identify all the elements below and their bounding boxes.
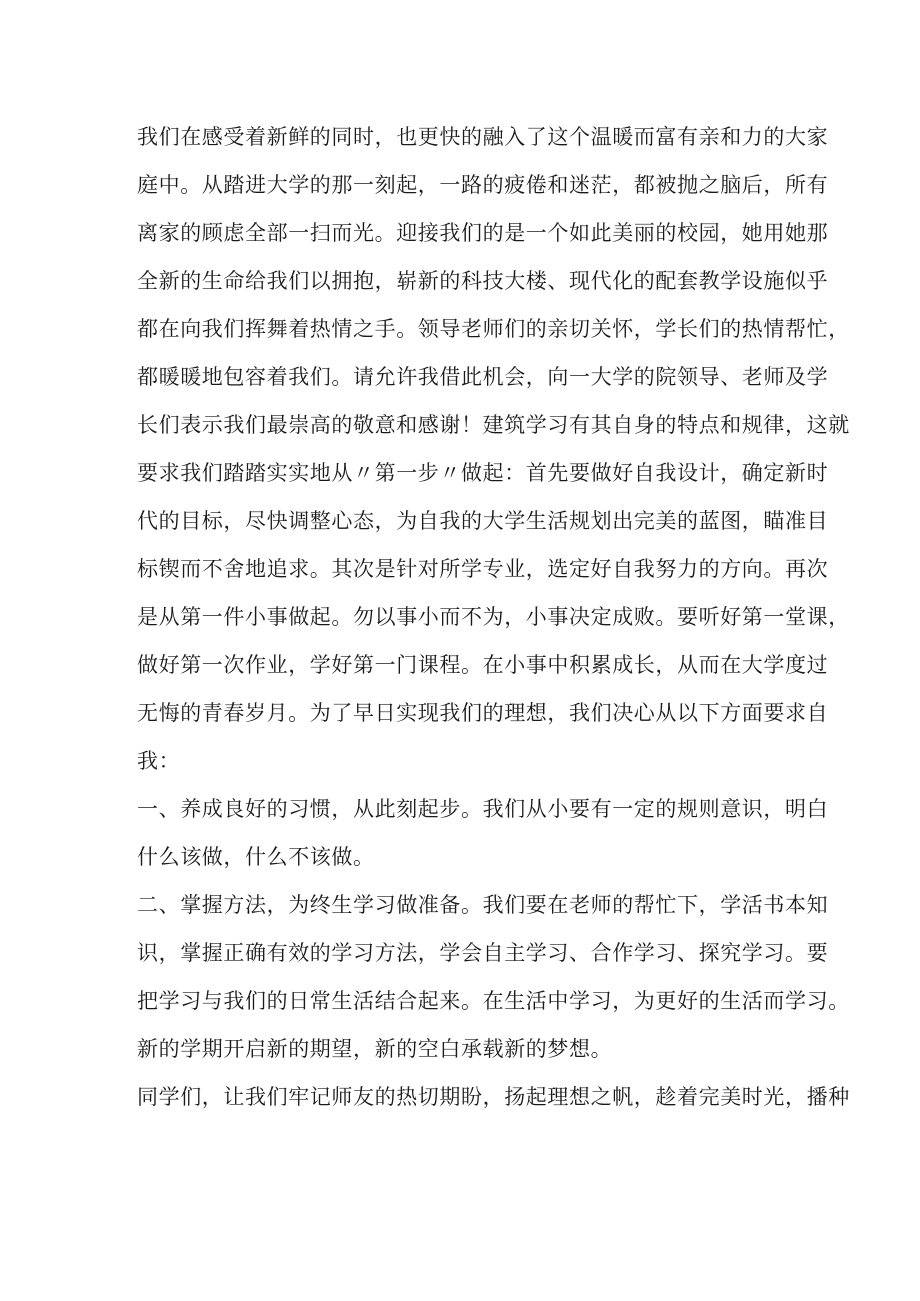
text-line: 新的学期开启新的期望，新的空白承载新的梦想。 [137,1037,613,1061]
text-line: 同学们，让我们牢记师友的热切期盼，扬起理想之帆，趁着完美时光，播种 [137,1085,850,1109]
text-line: 长们表示我们最崇高的敬意和感谢！建筑学习有其自身的特点和规律，这就 [137,413,850,437]
text-line: 都暖暖地包容着我们。请允许我借此机会，向一大学的院领导、老师及学 [137,365,829,389]
text-line: 代的目标，尽快调整心态，为自我的大学生活规划出完美的蓝图，瞄准目 [137,509,829,533]
text-line: 二、掌握方法，为终生学习做准备。我们要在老师的帮忙下，学活书本知 [137,893,829,917]
text-line: 我： [137,749,181,773]
text-line: 都在向我们挥舞着热情之手。领导老师们的亲切关怀，学长们的热情帮忙， [137,317,850,341]
text-line: 把学习与我们的日常生活结合起来。在生活中学习，为更好的生活而学习。 [137,989,850,1013]
text-line: 标锲而不舍地追求。其次是针对所学专业，选定好自我努力的方向。再次 [137,557,829,581]
text-line: 一、养成良好的习惯，从此刻起步。我们从小要有一定的规则意识，明白 [137,797,829,821]
text-line: 做好第一次作业，学好第一门课程。在小事中积累成长，从而在大学度过 [137,653,829,677]
text-line: 庭中。从踏进大学的那一刻起，一路的疲倦和迷茫，都被抛之脑后，所有 [137,173,829,197]
text-line: 识，掌握正确有效的学习方法，学会自主学习、合作学习、探究学习。要 [137,941,829,965]
text-line: 是从第一件小事做起。勿以事小而不为，小事决定成败。要听好第一堂课， [137,605,850,629]
text-line: 要求我们踏踏实实地从〃第一步〃做起：首先要做好自我设计，确定新时 [137,461,829,485]
text-line: 无悔的青春岁月。为了早日实现我们的理想，我们决心从以下方面要求自 [137,701,829,725]
text-line: 全新的生命给我们以拥抱，崭新的科技大楼、现代化的配套教学设施似乎 [137,269,829,293]
text-line: 什么该做，什么不该做。 [137,845,375,869]
text-line: 我们在感受着新鲜的同时，也更快的融入了这个温暖而富有亲和力的大家 [137,125,829,149]
text-line: 离家的顾虑全部一扫而光。迎接我们的是一个如此美丽的校园，她用她那 [137,221,829,245]
